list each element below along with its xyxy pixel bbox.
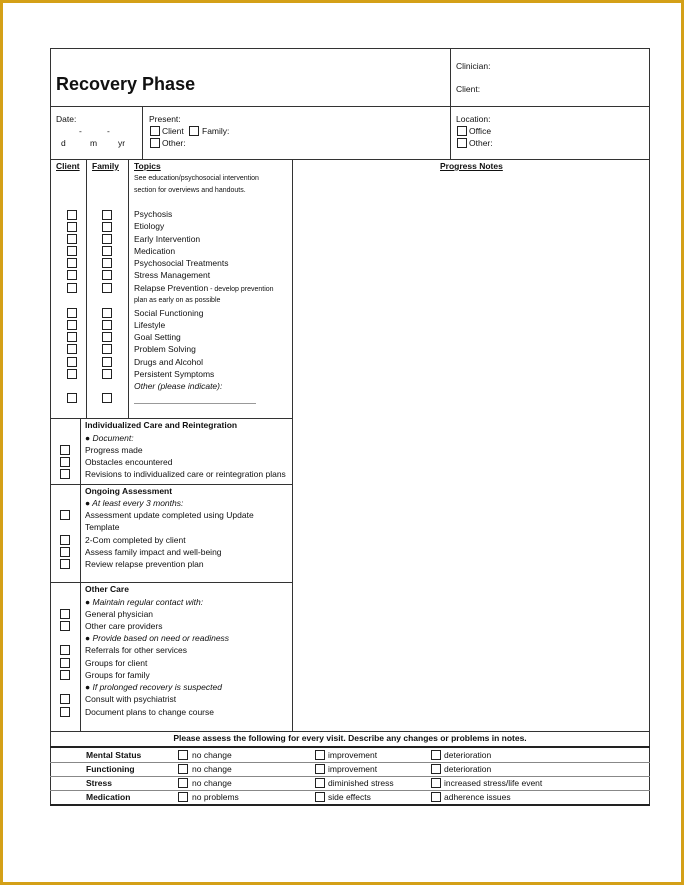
assessment-update-checkbox[interactable] [60, 510, 70, 520]
functioning-opt2: improvement [328, 764, 378, 774]
date-label: Date: [56, 114, 77, 124]
location-label: Location: [456, 114, 491, 124]
section-divider [50, 582, 292, 583]
info-bottom-line [50, 159, 650, 160]
relapse-prevention-note: - develop prevention [208, 286, 274, 293]
stress-increased-checkbox[interactable] [431, 778, 441, 788]
general-physician-checkbox[interactable] [60, 609, 70, 619]
relapse-prevention-note: plan as early on as possible [134, 297, 221, 304]
medication-opt3: adherence issues [444, 792, 511, 802]
family-checkbox-medication[interactable] [102, 246, 112, 256]
obstacles-checkbox[interactable] [60, 457, 70, 467]
topics-note: section for overviews and handouts. [134, 187, 246, 194]
topic-other: Other (please indicate): [134, 381, 223, 391]
family-column-header: Family [92, 161, 119, 171]
groups-family-item: Groups for family [85, 670, 150, 680]
stress-label: Stress [86, 778, 112, 788]
date-month-label: m [90, 138, 98, 148]
topic-relapse-prevention-label: Relapse Prevention [134, 283, 209, 293]
location-office-checkbox[interactable] [457, 126, 467, 136]
present-other-checkbox[interactable] [150, 138, 160, 148]
medication-label: Medication [86, 792, 131, 802]
progress-notes-header: Progress Notes [440, 161, 503, 171]
assessment-update-item-cont: Template [85, 522, 120, 532]
functioning-opt1: no change [192, 764, 232, 774]
client-checkbox-medication[interactable] [67, 246, 77, 256]
progress-notes-area[interactable] [293, 173, 649, 731]
assessment-instruction-line [50, 746, 650, 748]
family-checkbox-etiology[interactable] [102, 222, 112, 232]
mental-status-opt2: improvement [328, 750, 378, 760]
medication-adherence-checkbox[interactable] [431, 792, 441, 802]
section-divider [50, 418, 292, 419]
mental-status-deterioration-checkbox[interactable] [431, 750, 441, 760]
stress-opt1: no change [192, 778, 232, 788]
location-office-label: Office [469, 126, 492, 136]
assessment-update-item: Assessment update completed using Update [85, 510, 254, 520]
family-impact-item: Assess family impact and well-being [85, 547, 222, 557]
other-care-heading: Other Care [85, 584, 129, 594]
document-plans-checkbox[interactable] [60, 707, 70, 717]
topic-other-line[interactable] [134, 403, 256, 404]
header-divider [450, 48, 451, 159]
client-checkbox-psychosis[interactable] [67, 210, 77, 220]
assessment-row-line [50, 762, 650, 763]
location-other-label: Other: [469, 138, 493, 148]
consult-psychiatrist-checkbox[interactable] [60, 694, 70, 704]
functioning-deterioration-checkbox[interactable] [431, 764, 441, 774]
date-separator: - [107, 126, 110, 136]
location-other-checkbox[interactable] [457, 138, 467, 148]
ongoing-bullet: ● At least every 3 months: [85, 498, 184, 508]
date-year-label: yr [118, 138, 126, 148]
stress-no-change-checkbox[interactable] [178, 778, 188, 788]
stress-diminished-checkbox[interactable] [315, 778, 325, 788]
client-column-header: Client [56, 161, 80, 171]
family-checkbox-problem-solving[interactable] [102, 344, 112, 354]
client-checkbox-social-functioning[interactable] [67, 308, 77, 318]
topic-etiology: Etiology [134, 221, 165, 231]
date-separator: - [79, 126, 82, 136]
family-checkbox-other[interactable] [102, 393, 112, 403]
topic-early-intervention: Early Intervention [134, 234, 201, 244]
individualized-bullet: ● Document: [85, 433, 134, 443]
ongoing-heading: Ongoing Assessment [85, 486, 173, 496]
mental-status-improvement-checkbox[interactable] [315, 750, 325, 760]
topic-persistent-symptoms: Persistent Symptoms [134, 369, 215, 379]
family-checkbox-drugs-and-alcohol[interactable] [102, 357, 112, 367]
present-client-label: Client [162, 126, 184, 136]
client-checkbox-relapse-prevention[interactable] [67, 283, 77, 293]
topic-goal-setting: Goal Setting [134, 332, 181, 342]
mental-status-opt1: no change [192, 750, 232, 760]
functioning-label: Functioning [86, 764, 135, 774]
mental-status-no-change-checkbox[interactable] [178, 750, 188, 760]
present-client-checkbox[interactable] [150, 126, 160, 136]
two-com-checkbox[interactable] [60, 535, 70, 545]
other-providers-item: Other care providers [85, 621, 163, 631]
family-checkbox-early-intervention[interactable] [102, 234, 112, 244]
stress-opt3: increased stress/life event [444, 778, 543, 788]
two-com-item: 2-Com completed by client [85, 535, 186, 545]
topics-note: See education/psychosocial intervention [134, 175, 259, 182]
obstacles-item: Obstacles encountered [85, 457, 173, 467]
present-family-checkbox[interactable] [189, 126, 199, 136]
client-checkbox-lifestyle[interactable] [67, 320, 77, 330]
medication-opt1: no problems [192, 792, 239, 802]
client-checkbox-other[interactable] [67, 393, 77, 403]
form-left-border [50, 48, 51, 805]
page-title: Recovery Phase [56, 74, 196, 94]
functioning-no-change-checkbox[interactable] [178, 764, 188, 774]
topics-column-header: Topics [134, 161, 161, 171]
topic-problem-solving: Problem Solving [134, 344, 196, 354]
family-topics-divider [128, 159, 129, 418]
other-care-bullet: ● If prolonged recovery is suspected [85, 682, 222, 692]
family-checkbox-social-functioning[interactable] [102, 308, 112, 318]
family-checkbox-psychosocial-treatments[interactable] [102, 258, 112, 268]
topic-social-functioning: Social Functioning [134, 308, 204, 318]
header-bottom-line [50, 106, 650, 107]
referrals-item: Referrals for other services [85, 645, 188, 655]
topic-drugs-and-alcohol: Drugs and Alcohol [134, 357, 203, 367]
client-checkbox-problem-solving[interactable] [67, 344, 77, 354]
family-checkbox-persistent-symptoms[interactable] [102, 369, 112, 379]
groups-client-item: Groups for client [85, 658, 148, 668]
family-checkbox-lifestyle[interactable] [102, 320, 112, 330]
other-care-bullet: ● Maintain regular contact with: [85, 597, 204, 607]
topic-stress-management: Stress Management [134, 270, 211, 280]
groups-family-checkbox[interactable] [60, 670, 70, 680]
family-checkbox-stress-management[interactable] [102, 270, 112, 280]
medication-no-problems-checkbox[interactable] [178, 792, 188, 802]
present-family-label: Family: [202, 126, 230, 136]
date-day-label: d [61, 138, 66, 148]
relapse-plan-checkbox[interactable] [60, 559, 70, 569]
client-checkbox-drugs-and-alcohol[interactable] [67, 357, 77, 367]
general-physician-item: General physician [85, 609, 154, 619]
client-checkbox-psychosocial-treatments[interactable] [67, 258, 77, 268]
referrals-checkbox[interactable] [60, 645, 70, 655]
family-checkbox-relapse-prevention[interactable] [102, 283, 112, 293]
revisions-item: Revisions to individualized care or reintegration plans [85, 469, 286, 479]
present-other-label: Other: [162, 138, 186, 148]
revisions-checkbox[interactable] [60, 469, 70, 479]
topic-relapse-prevention [134, 283, 274, 295]
family-impact-checkbox[interactable] [60, 547, 70, 557]
document-plans-item: Document plans to change course [85, 707, 214, 717]
assessment-row-line [50, 776, 650, 777]
section-divider [50, 484, 292, 485]
topic-psychosocial-treatments: Psychosocial Treatments [134, 258, 229, 268]
assessment-instruction: Please assess the following for every visit. Describe any changes or problems in notes. [173, 733, 527, 743]
relapse-plan-item: Review relapse prevention plan [85, 559, 204, 569]
topic-psychosis: Psychosis [134, 209, 173, 219]
progress-made-item: Progress made [85, 445, 143, 455]
form-top-border [50, 48, 650, 49]
family-checkbox-psychosis[interactable] [102, 210, 112, 220]
functioning-improvement-checkbox[interactable] [315, 764, 325, 774]
progress-made-checkbox[interactable] [60, 445, 70, 455]
clinician-label: Clinician: [456, 61, 491, 71]
assessment-row-line [50, 790, 650, 791]
present-label: Present: [149, 114, 181, 124]
topic-lifestyle: Lifestyle [134, 320, 166, 330]
client-checkbox-persistent-symptoms[interactable] [67, 369, 77, 379]
functioning-opt3: deterioration [444, 764, 492, 774]
recovery-phase-form [50, 48, 650, 805]
client-checkbox-etiology[interactable] [67, 222, 77, 232]
other-providers-checkbox[interactable] [60, 621, 70, 631]
section-checkbox-divider [80, 418, 81, 731]
client-label: Client: [456, 84, 481, 94]
stress-opt2: diminished stress [328, 778, 394, 788]
groups-client-checkbox[interactable] [60, 658, 70, 668]
form-bottom-border [50, 804, 650, 806]
client-checkbox-stress-management[interactable] [67, 270, 77, 280]
individualized-heading: Individualized Care and Reintegration [85, 420, 238, 430]
consult-psychiatrist-item: Consult with psychiatrist [85, 694, 177, 704]
client-checkbox-goal-setting[interactable] [67, 332, 77, 342]
topic-medication: Medication [134, 246, 176, 256]
form-right-border [649, 48, 650, 805]
info-divider [142, 106, 143, 159]
family-checkbox-goal-setting[interactable] [102, 332, 112, 342]
client-checkbox-early-intervention[interactable] [67, 234, 77, 244]
mental-status-label: Mental Status [86, 750, 142, 760]
medication-side-effects-checkbox[interactable] [315, 792, 325, 802]
mental-status-opt3: deterioration [444, 750, 492, 760]
assessment-top-line [50, 731, 650, 732]
medication-opt2: side effects [328, 792, 371, 802]
other-care-bullet: ● Provide based on need or readiness [85, 633, 230, 643]
client-family-divider [86, 159, 87, 418]
